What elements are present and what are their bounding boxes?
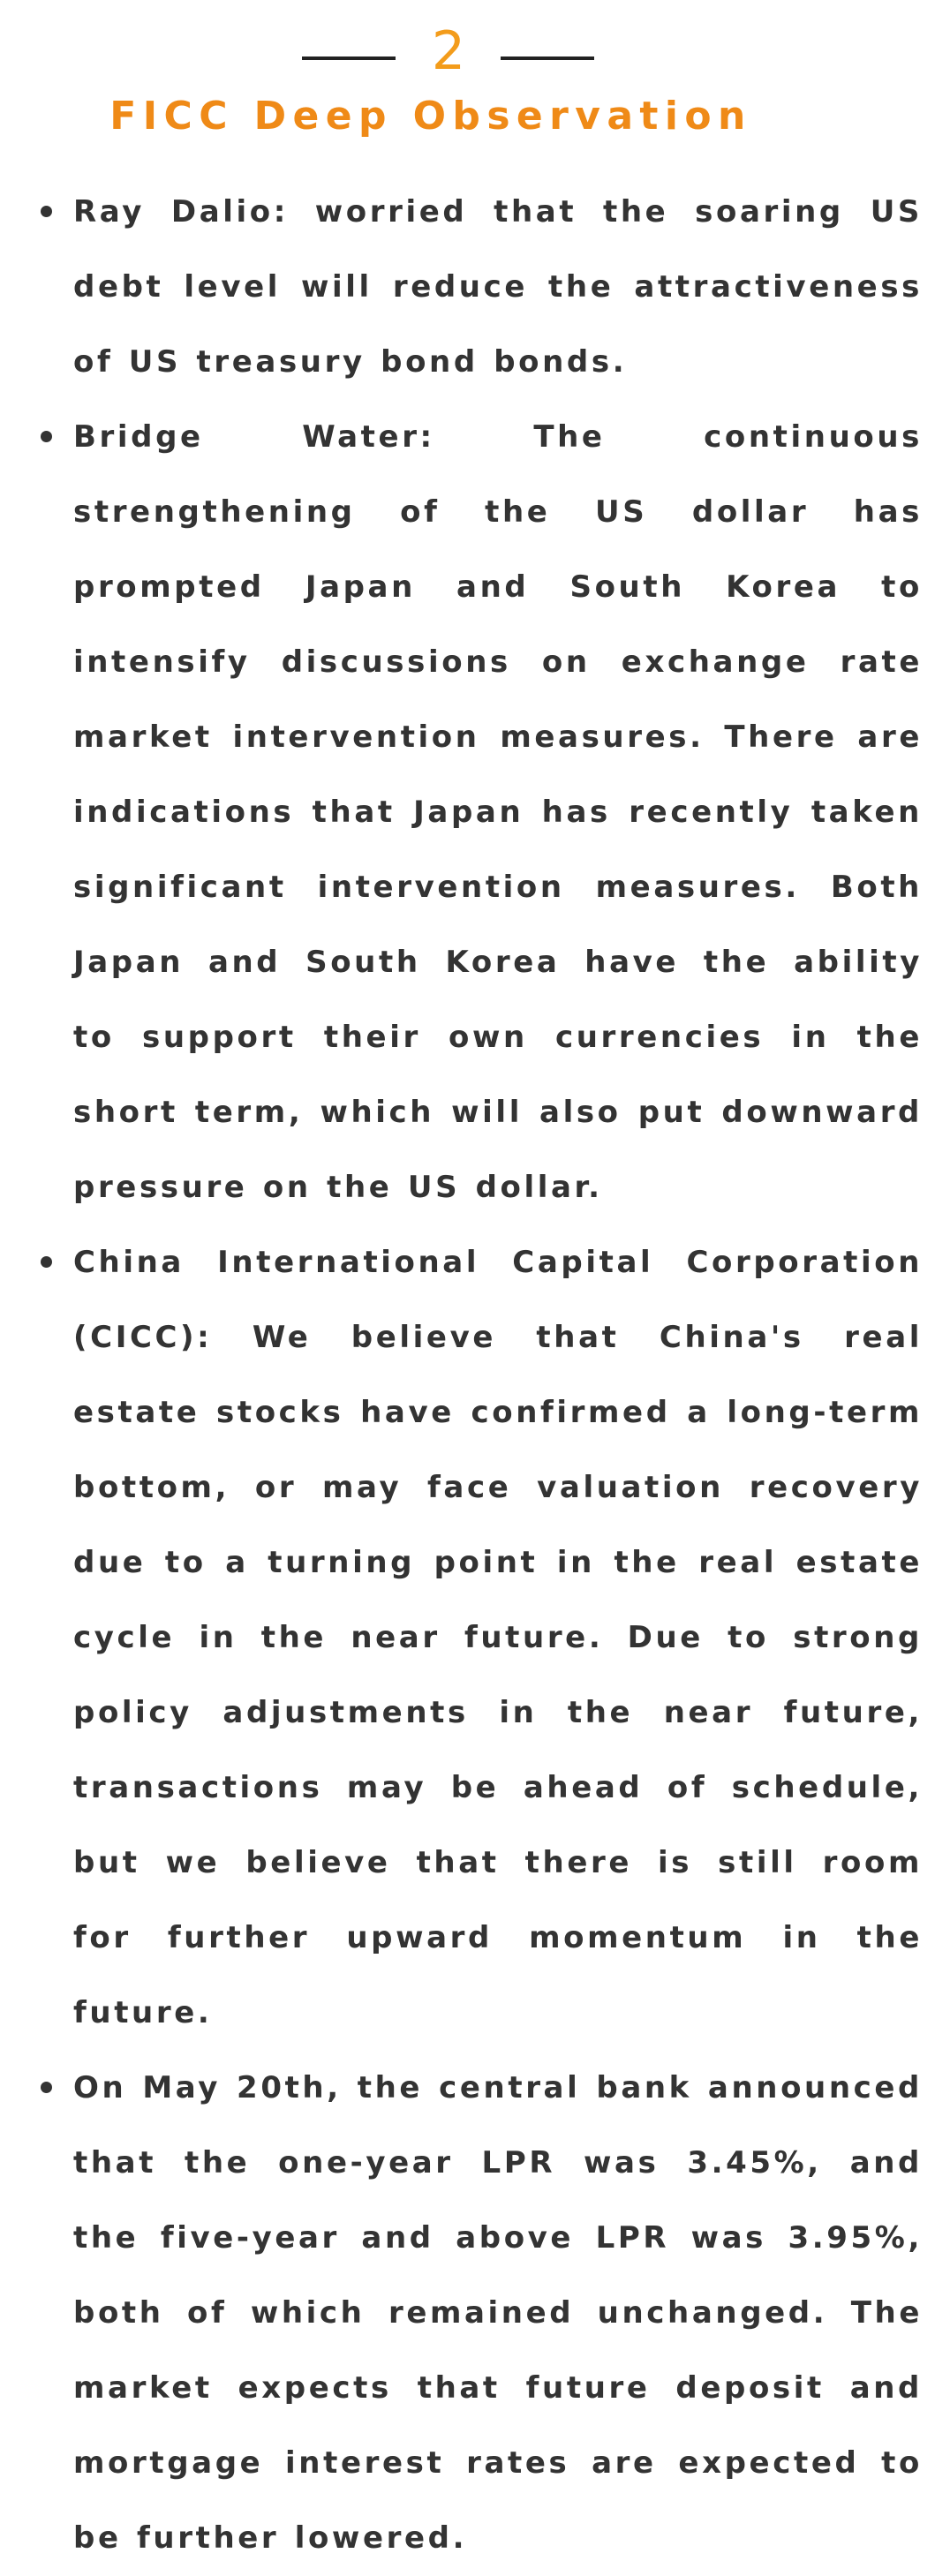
section-number: 2 [431,20,466,82]
header-rule-right [501,56,594,60]
section-header [0,0,950,154]
observation-text: Ray Dalio: worried that the soaring US debt level will reduce the attractiveness of US treasury bond bonds. [73,194,923,380]
header-rule-left [302,56,396,60]
observation-text: Bridge Water: The continuous strengthening of the US dollar has prompted Japan and South Korea to intensify discussions on exchange rate market intervention measures. There are indications that Japan has recently taken significant intervention measures. Both Japan and South Korea have the ability to support their own currencies in the short term, which will also put downward pressure on the US dollar. [73,419,923,1205]
observation-item-cicc [0,1225,923,2051]
observation-text: On May 20th, the central bank announced that the one-year LPR was 3.45%, and the five-year and above LPR was 3.95%, both of which remained unchanged. The market expects that future deposit and mortgage interest rates are expected to be further lowered. [73,2070,923,2556]
bullet-dot-icon [41,1256,52,1268]
bullet-dot-icon [41,2082,52,2093]
observation-item-lpr [0,2051,923,2576]
observation-list [0,175,950,2576]
bullet-dot-icon [41,206,52,217]
observation-item-ray-dalio [0,175,923,400]
bullet-dot-icon [41,431,52,442]
section-title: FICC Deep Observation [109,94,752,139]
observation-item-bridgewater [0,400,923,1225]
observation-text: China International Capital Corporation (CICC): We believe that China's real estate stocks have confirmed a long-term bottom, or may face valuation recovery due to a turning point in the real estate cycle in the near future. Due to strong policy adjustments in the near future, transactions may be ahead of schedule, but we believe that there is still room for further upward momentum in the future. [73,1245,923,2030]
